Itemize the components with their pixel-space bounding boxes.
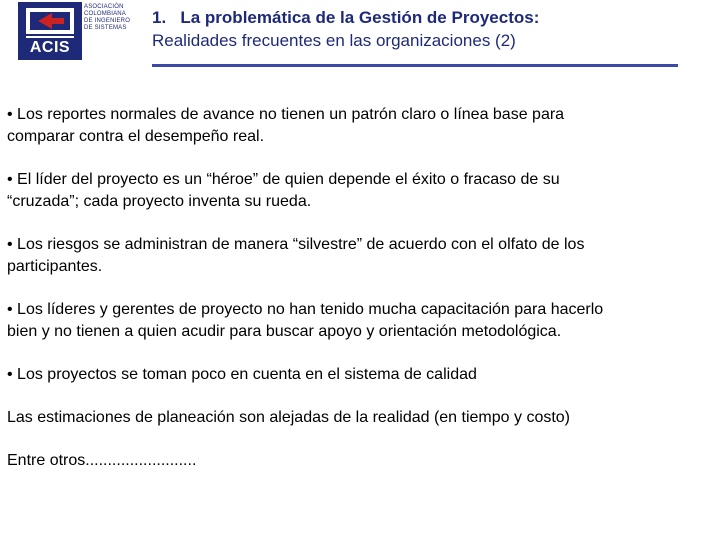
slide-body (7, 104, 607, 493)
logo-acronym: ACIS (29, 39, 71, 56)
acis-logo (18, 2, 136, 60)
bullet-paragraph: • Los riesgos se administran de manera “silvestre” de acuerdo con el olfato de los participantes. (7, 236, 585, 275)
logo-org-line: ASOCIACIÓN (84, 4, 124, 10)
body-paragraph: Entre otros......................... (7, 452, 197, 469)
title-divider (152, 64, 678, 67)
logo-org-line: COLOMBIANA (84, 11, 127, 17)
bullet-paragraph: • El líder del proyecto es un “héroe” de quien depende el éxito o fracaso de su “cruzada”; cada proyecto inventa su rueda. (7, 171, 560, 210)
title-text: La problemática de la Gestión de Proyectos: (180, 8, 540, 27)
logo-org-line: DE SISTEMAS (84, 25, 127, 31)
bullet-paragraph: • Los proyectos se toman poco en cuenta en el sistema de calidad (7, 366, 477, 383)
bullet-paragraph: • Los reportes normales de avance no tienen un patrón claro o línea base para comparar contra el desempeño real. (7, 106, 565, 145)
logo-org-name (84, 4, 138, 32)
title-number: 1. (152, 8, 167, 27)
bullet-paragraph: • Los líderes y gerentes de proyecto no han tenido mucha capacitación para hacerlo bien y no tienen a quien acudir para buscar apoyo y orientación metodológica. (7, 301, 604, 340)
logo-org-line: DE INGENIERO (84, 18, 131, 24)
slide-header (152, 6, 692, 52)
slide-subtitle: Realidades frecuentes en las organizaciones (2) (152, 31, 516, 50)
slide-title (152, 6, 692, 30)
body-paragraph: Las estimaciones de planeación son alejadas de la realidad (en tiempo y costo) (7, 409, 571, 426)
